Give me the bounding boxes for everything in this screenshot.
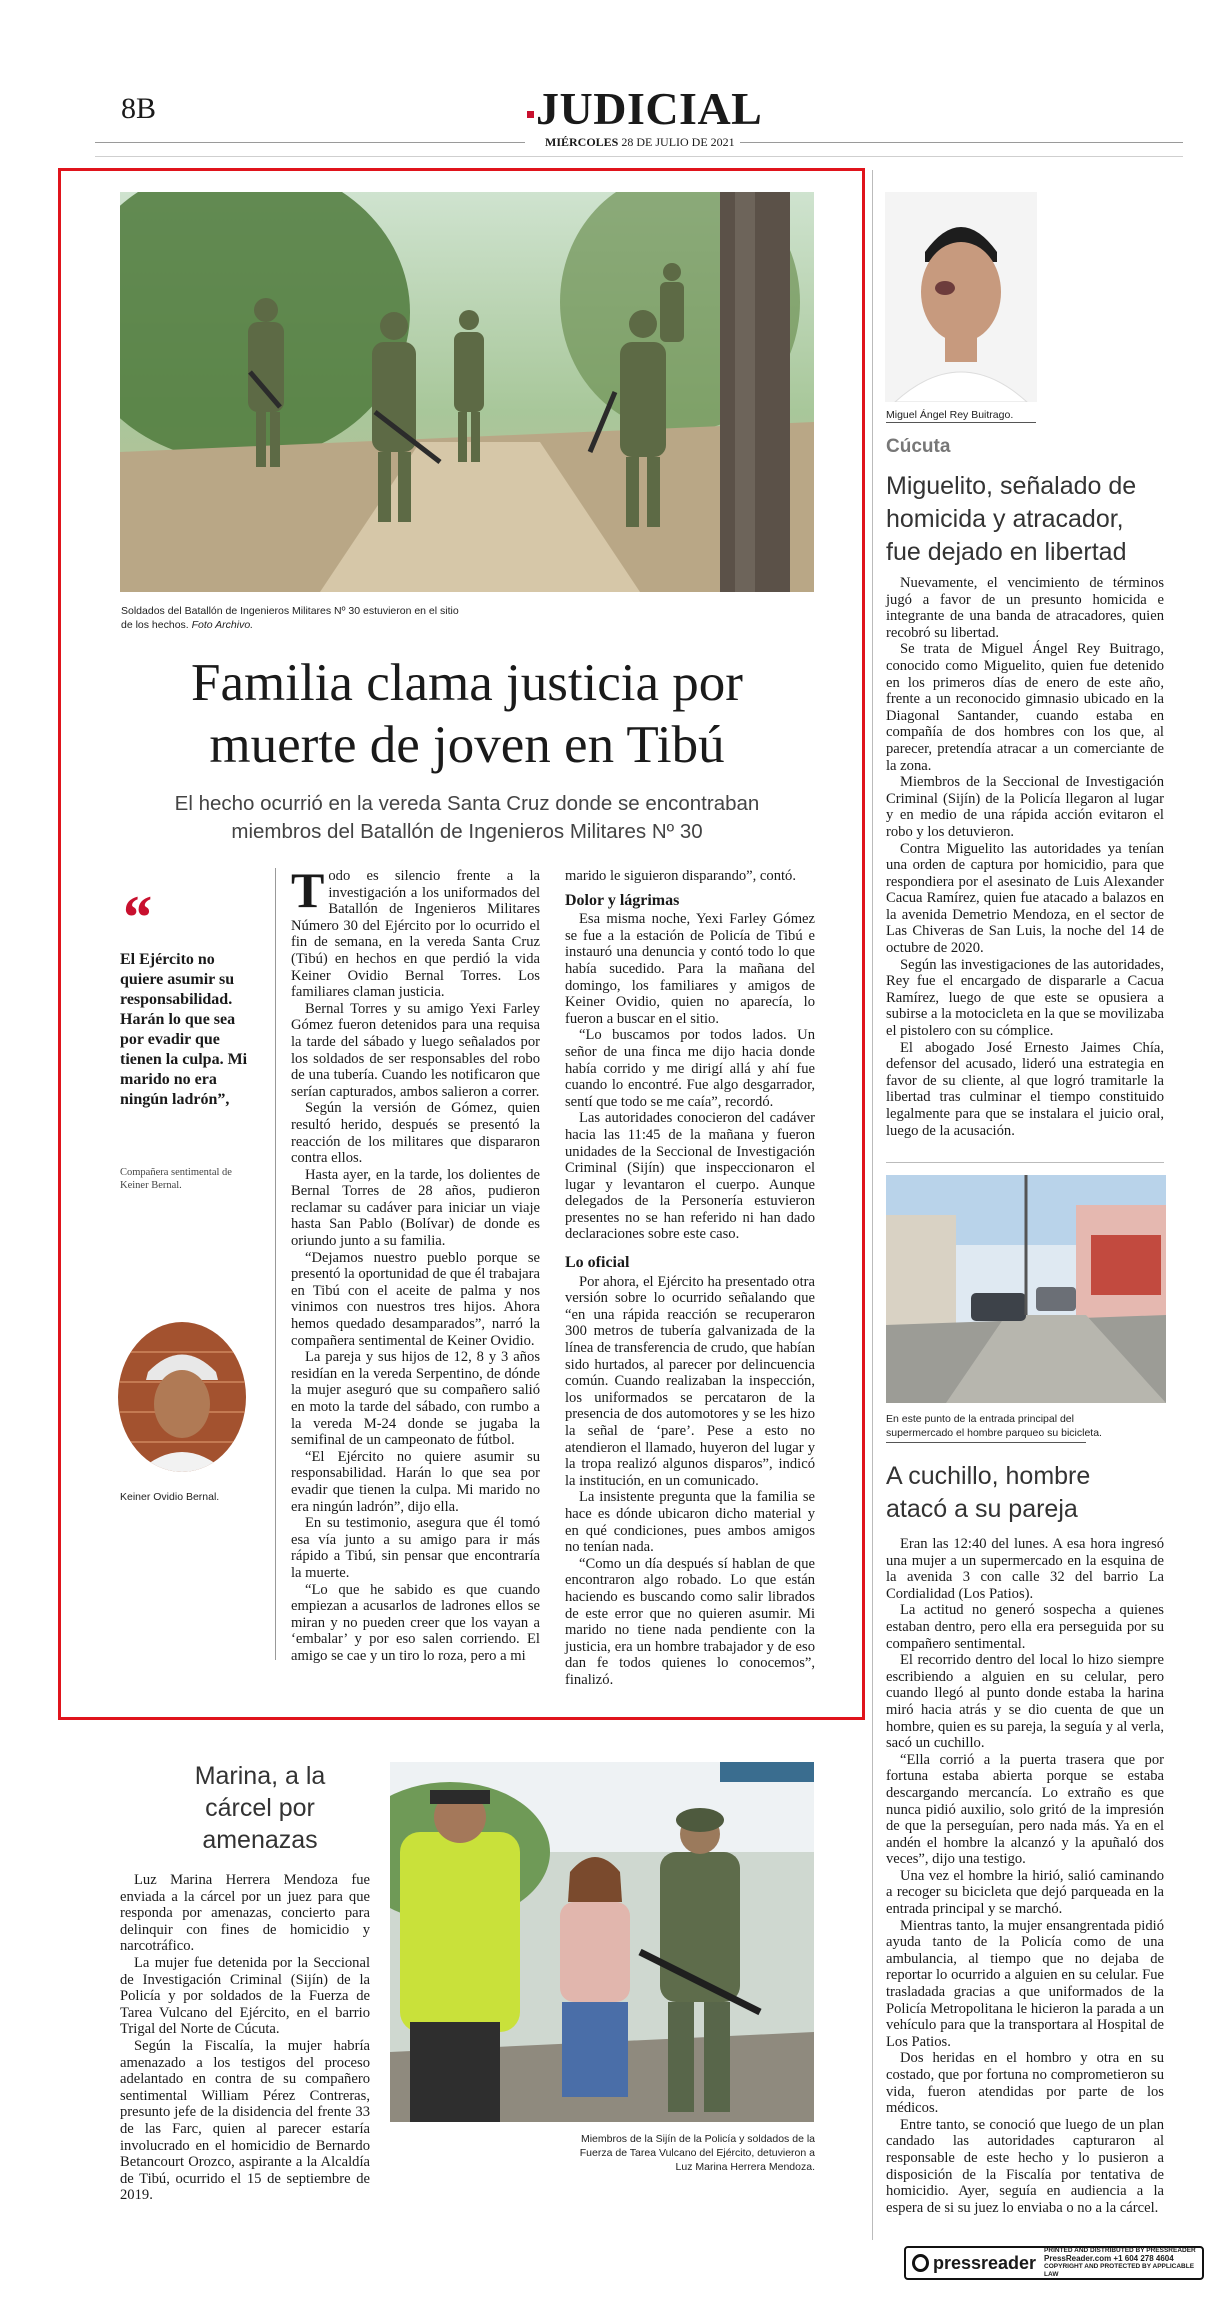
soldiers-photo-caption-text: Soldados del Batallón de Ingenieros Militares Nº 30 estuvieron en el sitio de los hechos. — [121, 605, 459, 631]
cuchillo-headline: A cuchillo, hombre atacó a su pareja — [886, 1462, 1091, 1523]
cuchillo-paragraph: Dos heridas en el hombro y otra en su costado, que por fortuna no comprometieron su vida, fueron atendidas por parte de los médicos. — [886, 2050, 1164, 2117]
pull-quote: El Ejército no quiere asumir su responsabilidad. Harán lo que sea por evadir que tienen la culpa. Mi marido no era ningún ladrón”, — [120, 951, 248, 1108]
issue-date-rest: 28 DE JULIO DE 2021 — [621, 135, 735, 149]
header-rule-right — [740, 142, 1183, 143]
section-marker — [527, 111, 534, 118]
cuchillo-paragraph: “Ella corrió a la puerta trasera que por fortuna estaba abierta porque se estaba descargando mercancía. Lo extraño es que nunca pidió auxilio, solo gritó de la impresión de que la perseguían, pero nada más. Ya en el andén el hombre la alcanzó y la apuñaló dos veces”, dijo una testigo. — [886, 1751, 1164, 1868]
supermarket-caption-rule — [886, 1442, 1086, 1443]
main-col2-paragraph: “Lo buscamos por todos lados. Un señor de una finca me dijo hacia donde había corrido y me dirigí allá y ahí fue cuando lo encontré. Fue algo desgarrador, sentí que todo se me caía”, recordó. — [565, 1027, 815, 1110]
quote-mark: “ — [120, 884, 151, 952]
miguel-paragraph: Miembros de la Seccional de Investigación Criminal (Sijín) de la Policía llegaron al lugar y en medio de una rápida acción evitaron el robo y los detuvieron. — [886, 774, 1164, 840]
header-rule-bottom — [95, 156, 1183, 157]
cuchillo-paragraph: Mientras tanto, la mujer ensangrentada pidió ayuda tanto de la Policía como de una ambulancia, al tiempo que no dejaba de reportar lo ocurrido a alguien en su celular. Fue trasladada gracias a que uniformados de la Policía Metropolitana le hicieron la parada a un vehículo para que la transportara al Hospital de Los Patios. — [886, 1917, 1164, 2050]
main-col2-paragraph: “Como un día después sí hablan de que encontraron algo robado. Lo que están haciendo es buscando como salir librados de este error que no quieren asumir. Mi marido no tiene nada pendiente con la justicia, era un hombre trabajador y de eso dan fe todos quienes lo conocemos”, finalizó. — [565, 1555, 815, 1688]
main-col1-paragraph: Bernal Torres y su amigo Yexi Farley Gómez fueron detenidos para una requisa la tarde del sábado y luego señalados por los soldados de ser responsables del robo de una tubería. Cuando les notificaron que serían capturados, ambos salieron a correr. — [291, 1000, 540, 1100]
marina-body — [120, 1872, 370, 2204]
subhead-oficial: Lo oficial — [565, 1254, 630, 1272]
miguel-paragraph: Nuevamente, el vencimiento de términos jugó a favor de un presunto homicida e integrante de una banda de atracadores, quien recobró su libertad. — [886, 575, 1164, 641]
page-number: 8B — [121, 92, 157, 125]
miguel-paragraph: El abogado José Ernesto Jaimes Chía, defensor del acusado, lideró una estrategia en favor de su cliente, al que logró tramitarle la libertad tras culminar el tiempo constituido legalmente para que se instalara el juicio oral, luego de la acusación. — [886, 1039, 1164, 1139]
sidebar-separator — [886, 1162, 1164, 1163]
soldiers-photo-credit: Foto Archivo. — [191, 619, 254, 631]
main-column-1 — [291, 862, 540, 1665]
pressreader-badge — [904, 2246, 1204, 2280]
soldiers-photo — [120, 192, 814, 592]
supermarket-photo — [886, 1175, 1166, 1403]
marina-paragraph: La mujer fue detenida por la Seccional de Investigación Criminal (Sijín) de la Policía y por soldados de la Fuerza de Tarea Vulcano del Ejército, en el barrio Trigal del Norte de Cúcuta. — [120, 1954, 370, 2038]
main-subtitle: El hecho ocurrió en la vereda Santa Cruz donde se encontraban miembros del Batallón de Ingenieros Militares Nº 30 — [174, 792, 760, 843]
marina-headline: Marina, a la cárcel por amenazas — [194, 1762, 326, 1854]
cuchillo-paragraph: Una vez el hombre la hirió, salió caminando a recoger su bicicleta que dejó parqueada en la entrada principal y se marchó. — [886, 1867, 1164, 1918]
header-rule-left — [95, 142, 525, 143]
main-col2-paragraph: Las autoridades conocieron del cadáver hacia las 11:45 de la mañana y fueron unidades de la Seccional de Investigación Criminal (Sijín) que inspeccionaron el lugar y levantaron el cuerpo. Aunque delegados de la Personería estuvieron presentes no se han referido ni han dado declaraciones sobre este caso. — [565, 1110, 815, 1243]
miguel-kicker: Cúcuta — [886, 436, 951, 457]
main-col1-lead: odo es silencio frente a la investigación a los uniformados del Batallón de Ingenieros Militares Número 30 del Ejército por lo ocurrido el fin de semana, en la vereda Santa Cruz (Tibú) en hechos en que perdió la vida Keiner Ovidio Bernal Torres. Los familiares claman justicia. — [291, 868, 540, 1001]
pressreader-line-2: PressReader.com +1 604 278 4604 — [1044, 2254, 1174, 2263]
miguel-paragraph: Se trata de Miguel Ángel Rey Buitrago, conocido como Miguelito, quien fue detenido en los primeros días de enero de este año, frente a un reconocido gimnasio ubicado en la Diagonal Santander, cuando estaba en compañía de dos hombres con los que, al parecer, pretendía atracar a un comerciante de la zona. — [886, 641, 1164, 774]
cuchillo-paragraph: Entre tanto, se conoció que luego de un plan candado las autoridades capturaron al responsable de este hecho y lo pusieron a disposición de la Fiscalía por tentativa de homicidio. Ayer, seguía en audiencia a la espera de si su juez lo enviaba o no a la cárcel. — [886, 2116, 1164, 2216]
supermarket-photo-caption: En este punto de la entrada principal del supermercado el hombre parqueo su bicicleta. — [886, 1413, 1102, 1439]
pressreader-logo-icon — [912, 2254, 929, 2272]
cuchillo-paragraph: La actitud no generó sospecha a quienes estaban dentro, pero ella era perseguida por su compañero sentimental. — [886, 1602, 1164, 1652]
main-col1-paragraph: Según la versión de Gómez, quien resultó herido, después se presentó la reacción de los militares que dispararon contra ellos. — [291, 1100, 540, 1167]
section-title: JUDICIAL — [536, 83, 763, 134]
main-column-2 — [565, 868, 815, 1689]
marina-photo-caption: Miembros de la Sijín de la Policía y soldados de la Fuerza de Tarea Vulcano del Ejército, detuvieron a Luz Marina Herrera Mendoza. — [579, 2133, 815, 2173]
miguel-photo-caption: Miguel Ángel Rey Buitrago. — [886, 409, 1014, 421]
issue-date — [545, 135, 735, 150]
pressreader-line-1: PRINTED AND DISTRIBUTED BY PRESSREADER — [1044, 2247, 1196, 2254]
pressreader-brand: pressreader — [932, 2252, 1037, 2273]
miguel-paragraph: Contra Miguelito las autoridades ya tenían una orden de captura por homicidio, para que respondiera por el asesinato de Luis Alexander Cacua Ramírez, quien fue atacado a balazos en la avenida Demetrio Mendoza, en el sector de Las Chiveras de San Luis, la noche del 14 de octubre de 2020. — [886, 840, 1164, 957]
pull-quote-attribution: Compañera sentimental de Keiner Bernal. — [120, 1167, 232, 1191]
main-col1-paragraph: En su testimonio, asegura que él tomó esa vía junto a su amigo para ir más rápido a Tibú, sin pensar que encontraría la muerte. — [291, 1515, 540, 1581]
main-col1-paragraph: Hasta ayer, en la tarde, los dolientes de Bernal Torres de 28 años, pudieron reclamar su cadáver para iniciar un viaje hasta San Pablo (Bolívar) de donde es oriundo junto a su familia. — [291, 1166, 540, 1250]
main-col1-paragraph — [291, 862, 540, 1001]
pressreader-line-3: COPYRIGHT AND PROTECTED BY APPLICABLE LAW — [1044, 2263, 1195, 2278]
issue-date-day: MIÉRCOLES — [545, 135, 619, 149]
main-headline: Familia clama justicia por muerte de joven en Tibú — [191, 654, 743, 774]
drop-cap: T — [291, 862, 325, 918]
miguel-caption-rule — [886, 422, 1036, 423]
soldiers-photo-caption — [121, 604, 471, 632]
main-col2-paragraph: La insistente pregunta que la familia se hace es dónde ubicaron dicho material y en qué condiciones, pues ambos amigos no tenían nada. — [565, 1489, 815, 1556]
main-col1-paragraph: “Dejamos nuestro pueblo porque se presentó la oportunidad de que él trabajara en Tibú con el aceite de palma y nos vinimos con nuestros tres hijos. Ahora hemos quedado desamparados”, narró la compañera sentimental de Keiner Ovidio. — [291, 1249, 540, 1349]
marina-paragraph: Según la Fiscalía, la mujer habría amenazado a los testigos del proceso adelantado en contra de su compañero sentimental William Pérez Contreras, presunto jefe de la disidencia del frente 33 de las Farc, quien al parecer estaría involucrado en el homicidio de Bernardo Betancourt Orozco, aspirante a la Alcaldía de Tibú, ocurrido el 15 de septiembre de 2019. — [120, 2037, 370, 2204]
sidebar-divider — [872, 170, 873, 2240]
cuchillo-paragraph: Eran las 12:40 del lunes. A esa hora ingresó una mujer a un supermercado en la esquina de la avenida 3 con calle 32 del barrio La Cordialidad (Los Patios). — [886, 1536, 1164, 1602]
main-col1-paragraph: “El Ejército no quiere asumir su responsabilidad. Harán lo que sea por evadir que tienen la culpa. Mi marido no era ningún ladrón”, dijo ella. — [291, 1448, 540, 1515]
miguel-photo — [885, 192, 1037, 402]
main-col2-paragraph: Esa misma noche, Yexi Farley Gómez se fue a la estación de Policía de Tibú e instauró una denuncia y contó todo lo que había sucedido. Para la mañana del domingo, los familiares y amigos de Keiner Ovidio, quien no aparecía, lo fueron a buscar en el sitio. — [565, 911, 815, 1027]
cuchillo-paragraph: El recorrido dentro del local lo hizo siempre escribiendo a alguien en su celular, pero cuando llegó al punto donde estaba la harina miró hacia atrás y se dio cuenta de que un hombre, quien es su pareja, la seguía y al verla, sacó un cuchillo. — [886, 1652, 1164, 1752]
main-col1-paragraph: La pareja y sus hijos de 12, 8 y 3 años residían en la vereda Serpentino, de dónde la mujer aseguró que su compañero salió en moto la tarde del sábado, con rumbo a la vereda M-24 donde se jugaba la semifinal de un campeonato de fútbol. — [291, 1349, 540, 1449]
pressreader-notice — [1044, 2247, 1196, 2279]
quote-divider — [275, 868, 276, 1660]
keiner-portrait — [118, 1322, 246, 1472]
marina-paragraph: Luz Marina Herrera Mendoza fue enviada a la cárcel por un juez para que responda por amenazas, concierto para delinquir con fines de homicidio y narcotráfico. — [120, 1872, 370, 1955]
main-col2-paragraph: Por ahora, el Ejército ha presentado otra versión sobre lo ocurrido señalando que “en una rápida reacción se recuperaron 300 metros de tubería galvanizada de la línea de transferencia de crudo, que habían sido hurtados, al parecer por delincuencia común. Cuando realizaban la inspección, los uniformados se percataron de la presencia de dos automotores y se les hizo la señal de ‘pare’. Pese a esto no atendieron el llamado, huyeron del lugar y la tropa realizó algunos disparos”, indicó la institución, en un comunicado. — [565, 1273, 815, 1489]
keiner-portrait-caption: Keiner Ovidio Bernal. — [120, 1491, 220, 1503]
main-col2-continuation: marido le siguieron disparando”, contó. — [565, 868, 797, 884]
marina-arrest-photo — [390, 1762, 814, 2122]
miguel-paragraph: Según las investigaciones de las autoridades, Rey fue el encargado de dispararle a Cacua Ramírez, luego de que este se opusiera a subirse a la motocicleta en la que se movilizaba el pistolero con su cómplice. — [886, 956, 1164, 1040]
cuchillo-body — [886, 1536, 1164, 2216]
subhead-dolor: Dolor y lágrimas — [565, 891, 680, 909]
miguel-body — [886, 575, 1164, 1139]
miguel-headline: Miguelito, señalado de homicida y atracador, fue dejado en libertad — [886, 472, 1137, 566]
main-col1-paragraph: “Lo que he sabido es que cuando empiezan a acusarlos de ladrones ellos se miran y no pueden creer que los vayan a ‘embalar’ y por eso salen corriendo. El amigo se cae y un tiro lo roza, pero a mi — [291, 1581, 540, 1664]
